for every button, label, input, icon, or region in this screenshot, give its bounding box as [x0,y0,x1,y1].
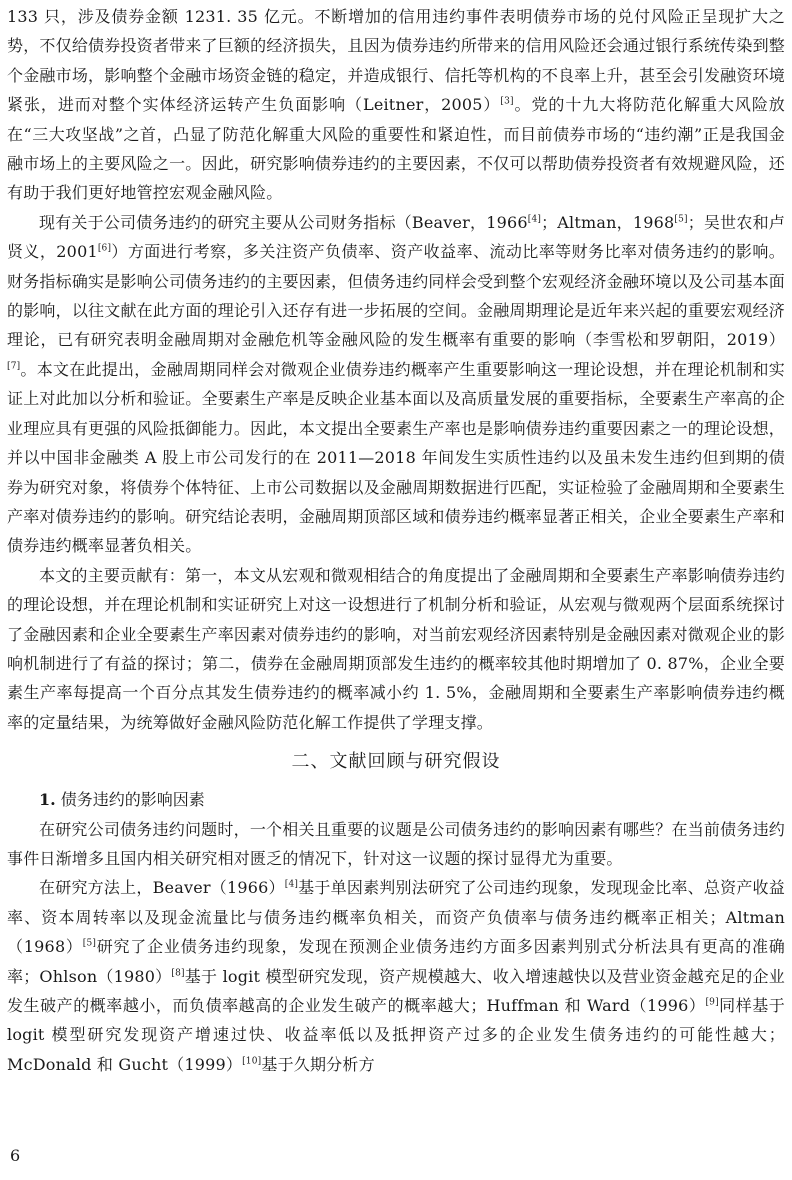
paragraph-text: 在研究方法上，Beaver（1966） [39,878,285,898]
paragraph-text: 现有关于公司债务违约的研究主要从公司财务指标（Beaver，1966 [39,212,528,232]
paragraph-text: ；吴世农和卢贤义，2001 [7,212,785,262]
paragraph-text: 基于 logit 模型研究发现，资产规模越大、收入增速越快以及营业资金越充足的企业发生破产的概率越小，而负债率越高的企业发生破产的概率越大；Huffman 和 Ward（1996） [7,966,785,1015]
paragraph-text: 基于久期分析方 [261,1054,375,1074]
sub-heading-title: 债务违约的影响因素 [60,790,205,810]
sub-heading [7,785,785,814]
document-page [7,2,785,1079]
citation-marker: [9] [705,997,719,1008]
paragraph-text: ；Altman，1968 [541,212,675,232]
paragraph-intro-continued [7,2,785,208]
citation-marker: [4] [284,880,299,891]
paragraph-text: 。党的十九大将防范化解重大风险放在“三大攻坚战”之首，凸显了防范化解重大风险的重要性和紧迫性，而目前债券市场的“违约潮”正是我国金融市场上的主要风险之一。因此，研究影响债券违约的主要因素，不仅可以帮助债券投资者有效规避风险，还有助于我们更好地管控宏观金融风险。 [7,95,785,203]
sub-heading-number: 1. [39,790,56,810]
paragraph-text: 基于单因素判别法研究了公司违约现象，发现现金比率、总资产收益率、资本周转率以及现金流量比与债务违约概率负相关，而资产负债率与债务违约概率正相关；Altman（1968） [7,878,785,957]
citation-marker: [10] [242,1056,262,1067]
citation-marker: [7] [7,361,21,372]
page-number: 6 [10,1146,21,1165]
paragraph-text: 133 只，涉及债券金额 1231. 35 亿元。不断增加的信用违约事件表明债券市场的兑付风险正呈现扩大之势，不仅给债券投资者带来了巨额的经济损失，且因为债券违约所带来的信用风险还会通过银行系统传染到整个金融市场，影响整个金融市场资金链的稳定，并造成银行、信托等机构的不良率上升，甚至会引发融资环境紧张，进而对整个实体经济运转产生负面影响（Leitner，2005） [7,7,785,115]
citation-marker: [3] [500,96,514,107]
paragraph-existing-research [7,208,785,561]
paragraph-text: 研究了企业债务违约现象，发现在预测企业债务违约方面多因素判别式分析法具有更高的准确率；Ohlson（1980） [7,937,786,986]
citation-marker: [6] [97,243,112,254]
paragraph-default-factors-question [7,815,785,874]
citation-marker: [5] [674,214,688,225]
paragraph-research-methods [7,873,785,1079]
citation-marker: [8] [171,968,185,979]
paragraph-text: 同样基于 logit 模型研究发现资产增速过快、收益率低以及抵押资产过多的企业发生债务违约的可能性越大；McDonald 和 Gucht（1999） [7,996,785,1074]
paragraph-text: 本文的主要贡献有：第一，本文从宏观和微观相结合的角度提出了金融周期和全要素生产率影响债券违约的理论设想，并在理论机制和实证研究上对这一设想进行了机制分析和验证，从宏观与微观两个层面系统探讨了金融因素和企业全要素生产率因素对债券违约的影响，对当前宏观经济因素特别是金融因素对微观企业的影响机制进行了有益的探讨；第二，债券在金融周期顶部发生违约的概率较其他时期增加了 0. 87%，企业全要素生产率每提高一个百分点其发生债券违约的概率减小约 1. 5%，金融周期和全要素生产率影响债券违约概率的定量结果，为统筹做好金融风险防范化解工作提供了学理支撑。 [7,565,785,732]
paragraph-text: 在研究公司债务违约问题时，一个相关且重要的议题是公司债务违约的影响因素有哪些？在当前债务违约事件日渐增多且国内相关研究相对匮乏的情况下，针对这一议题的探讨显得尤为重要。 [7,819,785,868]
paragraph-text: ）方面进行考察，多关注资产负债率、资产收益率、流动比率等财务比率对债务违约的影响。财务指标确实是影响公司债务违约的主要因素，但债务违约同样会受到整个宏观经济金融环境以及公司基本面的影响，以往文献在此方面的理论引入还存有进一步拓展的空间。金融周期理论是近年来兴起的重要宏观经济理论，已有研究表明金融周期对金融危机等金融风险的发生概率有重要的影响（李雪松和罗朝阳，2019） [7,242,785,350]
section-heading: 二、文献回顾与研究假设 [291,751,501,773]
paragraph-contributions [7,561,785,737]
citation-marker: [5] [82,938,97,949]
citation-marker: [4] [527,214,542,225]
paragraph-text: 。本文在此提出，金融周期同样会对微观企业债券违约概率产生重要影响这一理论设想，并在理论机制和实证上对此加以分析和验证。全要素生产率是反映企业基本面以及高质量发展的重要指标，全要素生产率高的企业理应具有更强的风险抵御能力。因此，本文提出全要素生产率也是影响债券违约重要因素之一的理论设想，并以中国非金融类 A 股上市公司发行的在 2011—2018 年间发生实质性违约以及虽未发生违约但到期的债券为研究对象，将债券个体特征、上市公司数据以及金融周期数据进行匹配，实证检验了金融周期和全要素生产率对债券违约的影响。研究结论表明，金融周期顶部区域和债券违约概率显著正相关，企业全要素生产率和债券违约概率显著负相关。 [7,359,785,556]
